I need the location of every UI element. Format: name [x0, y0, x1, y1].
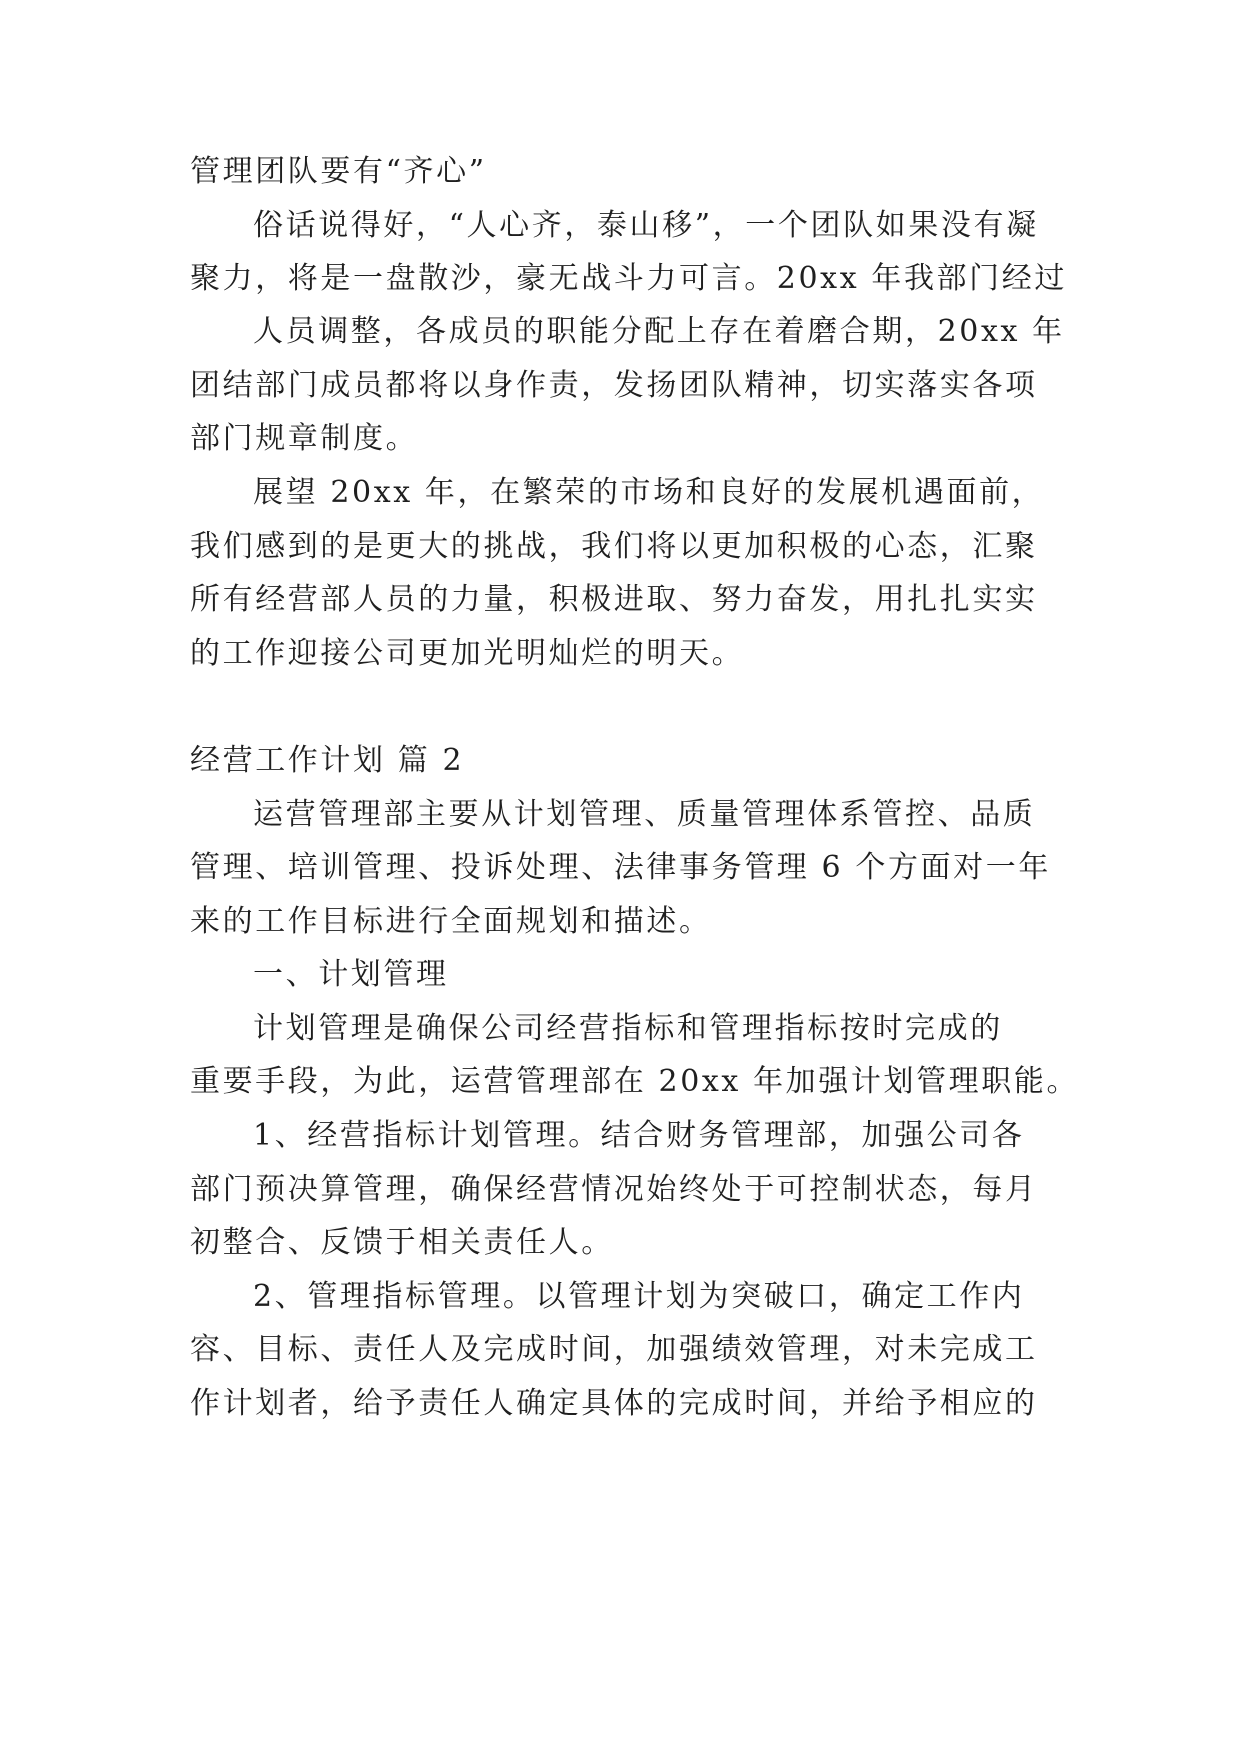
- paragraph-line: 部门规章制度。: [190, 421, 419, 456]
- paragraph-line: 计划管理是确保公司经营指标和管理指标按时完成的: [253, 1011, 1003, 1046]
- paragraph-line: 管理、培训管理、投诉处理、法律事务管理 6 个方面对一年: [190, 850, 1051, 885]
- paragraph-line: 运营管理部主要从计划管理、质量管理体系管控、品质: [253, 797, 1036, 832]
- section-heading: 管理团队要有“齐心”: [190, 154, 487, 189]
- section-heading: 经营工作计划 篇 2: [190, 743, 465, 778]
- paragraph-line: 展望 20xx 年，在繁荣的市场和良好的发展机遇面前，: [253, 475, 1045, 510]
- paragraph-line: 作计划者，给予责任人确定具体的完成时间，并给予相应的: [190, 1386, 1038, 1421]
- paragraph-line: 1、经营指标计划管理。结合财务管理部，加强公司各: [253, 1118, 1025, 1153]
- paragraph-line: 我们感到的是更大的挑战，我们将以更加积极的心态，汇聚: [190, 529, 1038, 564]
- paragraph-line: 聚力，将是一盘散沙，豪无战斗力可言。20xx 年我部门经过: [190, 261, 1067, 296]
- paragraph-line: 人员调整，各成员的职能分配上存在着磨合期，20xx 年: [253, 314, 1065, 349]
- paragraph-line: 俗话说得好，“人心齐，泰山移”，一个团队如果没有凝: [253, 208, 1039, 243]
- paragraph-line: 团结部门成员都将以身作责，发扬团队精神，切实落实各项: [190, 368, 1038, 403]
- paragraph-line: 容、目标、责任人及完成时间，加强绩效管理，对未完成工: [190, 1332, 1038, 1367]
- paragraph-line: 2、管理指标管理。以管理计划为突破口，确定工作内: [253, 1279, 1025, 1314]
- paragraph-line: 初整合、反馈于相关责任人。: [190, 1225, 614, 1260]
- paragraph-line: 部门预决算管理，确保经营情况始终处于可控制状态，每月: [190, 1172, 1038, 1207]
- paragraph-line: 来的工作目标进行全面规划和描述。: [190, 904, 712, 939]
- paragraph-line: 所有经营部人员的力量，积极进取、努力奋发，用扎扎实实: [190, 582, 1038, 617]
- paragraph-line: 的工作迎接公司更加光明灿烂的明天。: [190, 636, 745, 671]
- paragraph-line: 重要手段，为此，运营管理部在 20xx 年加强计划管理职能。: [190, 1064, 1080, 1099]
- subheading: 一、计划管理: [253, 957, 449, 992]
